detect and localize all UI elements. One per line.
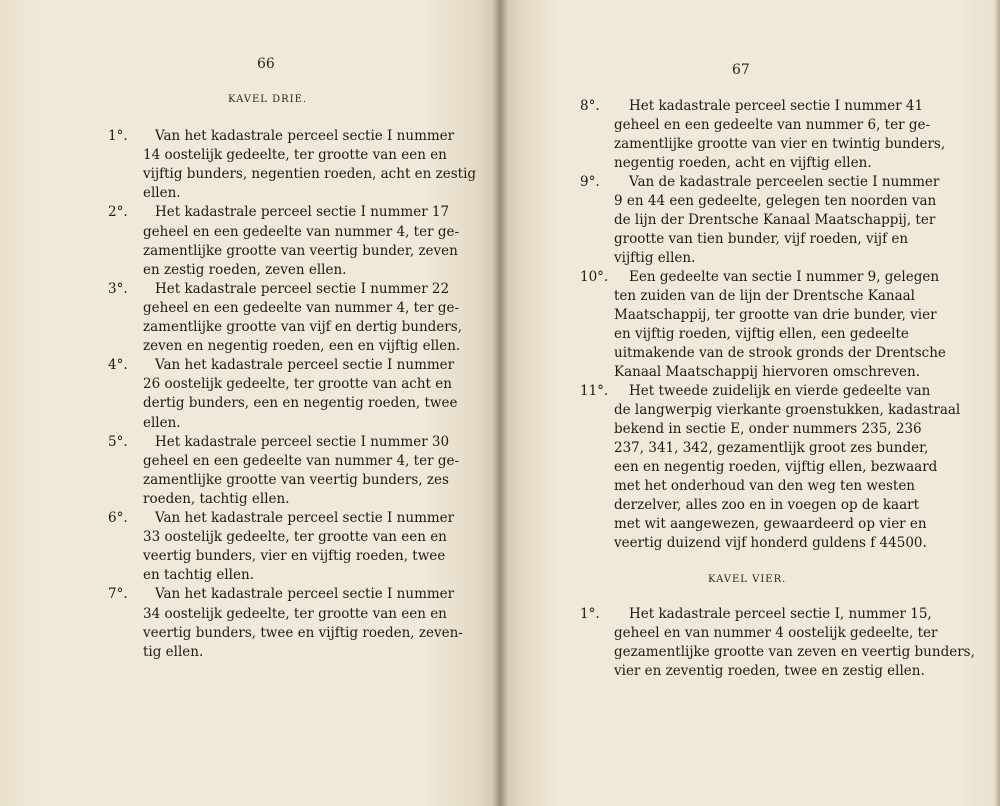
page-number: 66 — [257, 56, 275, 72]
page-edge — [994, 0, 1000, 806]
entry-number: 2°. — [108, 204, 128, 221]
text-line: zamentlijke grootte van vijf en dertig bunders, — [143, 319, 462, 335]
text-line: geheel en een gedeelte van nummer 4, ter ge- — [143, 223, 460, 240]
text-line: 9 en 44 een gedeelte, gelegen ten noorden van — [614, 193, 937, 209]
text-line: 237, 341, 342, gezamentlijk groot zes bunder, — [614, 440, 929, 456]
text-line: 14 oostelijk gedeelte, ter grootte van een en — [143, 147, 447, 164]
text-line: Van het kadastrale perceel sectie I nummer — [155, 128, 455, 144]
text-line: vijftig ellen. — [614, 250, 696, 266]
text-line: zamentlijke grootte van veertig bunders, zes — [143, 471, 449, 488]
text-line: tig ellen. — [143, 643, 204, 660]
entry-number: 9°. — [580, 174, 600, 190]
entry-number: 1°. — [580, 606, 600, 622]
entry-number: 8°. — [580, 98, 600, 114]
text-line: zamentlijke grootte van veertig bunder, zeven — [143, 242, 458, 259]
entry-number: 1°. — [108, 128, 128, 144]
entry-number: 4°. — [108, 357, 128, 374]
text-line: geheel en een gedeelte van nummer 6, ter ge- — [614, 117, 931, 133]
text-line: Van het kadastrale perceel sectie I nummer — [155, 357, 455, 374]
text-line: vijftig bunders, negentien roeden, acht en zestig — [143, 166, 477, 183]
text-line: met het onderhoud van den weg ten westen — [614, 478, 916, 494]
text-line: ellen. — [143, 414, 181, 431]
text-line: Het kadastrale perceel sectie I nummer 17 — [155, 204, 450, 221]
text-line: derzelver, alles zoo en in voegen op de kaart — [614, 497, 920, 513]
text-line: veertig bunders, vier en vijftig roeden, twee — [143, 548, 446, 565]
text-line: met wit aangewezen, gewaardeerd op vier en — [614, 516, 927, 532]
text-line: veertig bunders, twee en vijftig roeden, zeven- — [143, 624, 463, 641]
text-line: 33 oostelijk gedeelte, ter grootte van een en — [143, 529, 447, 546]
text-line: vier en zeventig roeden, twee en zestig ellen. — [614, 663, 925, 679]
text-line: geheel en een gedeelte van nummer 4, ter ge- — [143, 452, 460, 469]
text-line: dertig bunders, een en negentig roeden, twee — [143, 395, 458, 412]
entry-number: 7°. — [108, 586, 128, 603]
text-line: en zestig roeden, zeven ellen. — [143, 261, 347, 278]
section-heading: KAVEL VIER. — [708, 574, 787, 585]
text-line: Het kadastrale perceel sectie I nummer 30 — [155, 433, 450, 450]
text-line: Van het kadastrale perceel sectie I nummer — [155, 510, 455, 526]
text-line: gezamentlijke grootte van zeven en veertig bunders, — [614, 644, 975, 660]
text-line: Het kadastrale perceel sectie I, nummer 15, — [629, 606, 932, 622]
text-line: een en negentig roeden, vijftig ellen, bezwaard — [614, 459, 938, 475]
book-gutter — [492, 0, 508, 806]
text-line: Van de kadastrale perceelen sectie I nummer — [629, 174, 940, 190]
text-line: grootte van tien bunder, vijf roeden, vijf en — [614, 231, 909, 247]
page-number: 67 — [732, 62, 750, 78]
entry-number: 11°. — [580, 383, 609, 399]
text-line: Het tweede zuidelijk en vierde gedeelte van — [629, 383, 931, 399]
text-line: Het kadastrale perceel sectie I nummer 41 — [629, 98, 924, 114]
text-line: de lijn der Drentsche Kanaal Maatschappij, ter — [614, 212, 936, 228]
text-line: ellen. — [143, 185, 181, 202]
text-line: bekend in sectie E, onder nummers 235, 236 — [614, 421, 922, 437]
text-line: veertig duizend vijf honderd guldens f 44500. — [614, 535, 927, 551]
entry-number: 6°. — [108, 510, 128, 526]
text-line: Kanaal Maatschappij hiervoren omschreven. — [614, 364, 920, 380]
text-line: Maatschappij, ter grootte van drie bunder, vier — [614, 307, 937, 323]
entry-number: 3°. — [108, 280, 128, 297]
text-line: Van het kadastrale perceel sectie I nummer — [155, 586, 455, 603]
text-line: ten zuiden van de lijn der Drentsche Kanaal — [614, 288, 916, 304]
text-line: 34 oostelijk gedeelte, ter grootte van een en — [143, 605, 447, 622]
section-heading: KAVEL DRIE. — [228, 94, 308, 105]
text-line: geheel en van nummer 4 oostelijk gedeelte, ter — [614, 625, 938, 641]
text-line: negentig roeden, acht en vijftig ellen. — [614, 155, 872, 171]
text-line: uitmakende van de strook gronds der Drentsche — [614, 345, 946, 361]
text-line: geheel en een gedeelte van nummer 4, ter ge- — [143, 299, 460, 316]
text-line: Een gedeelte van sectie I nummer 9, gelegen — [629, 269, 940, 285]
text-line: Het kadastrale perceel sectie I nummer 22 — [155, 280, 450, 297]
text-line: en tachtig ellen. — [143, 567, 254, 584]
entry-number: 5°. — [108, 433, 128, 450]
text-line: 26 oostelijk gedeelte, ter grootte van acht en — [143, 376, 452, 393]
text-line: de langwerpig vierkante groenstukken, kadastraal — [614, 402, 961, 418]
text-line: zamentlijke grootte van vier en twintig bunders, — [614, 136, 946, 152]
text-line: en vijftig roeden, vijftig ellen, een gedeelte — [614, 326, 909, 342]
entry-number: 10°. — [580, 269, 609, 285]
text-line: roeden, tachtig ellen. — [143, 490, 290, 507]
text-line: zeven en negentig roeden, een en vijftig ellen. — [143, 338, 461, 355]
right-page — [500, 0, 1000, 806]
